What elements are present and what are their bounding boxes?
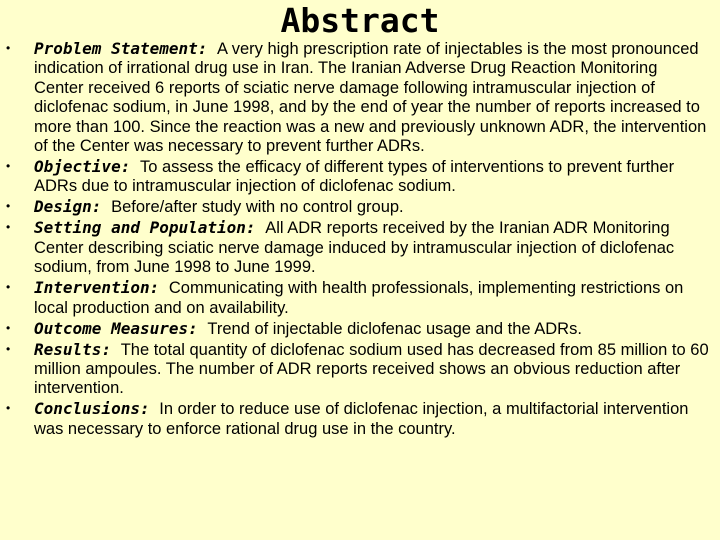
bullet-icon: • (6, 220, 11, 235)
bullet-icon: • (6, 159, 11, 174)
item-label: Setting and Population: (34, 218, 266, 238)
list-item-conclusions (0, 399, 720, 439)
item-text: Trend of injectable diclofenac usage and the ADRs. (207, 319, 582, 338)
list-item-problem-statement (0, 39, 720, 156)
item-label: Intervention: (34, 278, 169, 298)
bullet-icon: • (6, 41, 11, 55)
item-label: Outcome Measures: (34, 318, 208, 338)
abstract-list (0, 39, 720, 439)
item-text: In order to reduce use of diclofenac injection, a multifactorial intervention was necessary to enforce rational drug use in the country. (34, 400, 689, 438)
bullet-icon: • (6, 280, 11, 295)
bullet-icon: • (6, 341, 11, 356)
item-label: Design: (34, 197, 112, 217)
item-text: The total quantity of diclofenac sodium used has decreased from 85 million to 60 million ampoules. The number of ADR reports received shows an obvious reduction after intervention. (34, 340, 709, 398)
list-item-intervention (0, 278, 720, 318)
bullet-icon: • (6, 320, 11, 335)
list-item-objective (0, 157, 720, 197)
list-item-results (0, 340, 720, 399)
list-item-setting-and-population (0, 218, 720, 277)
item-label: Objective: (34, 157, 140, 177)
list-item-design (0, 197, 720, 217)
item-text: A very high prescription rate of injectables is the most pronounced indication of irrational drug use in Iran. The Iranian Adverse Drug Reaction Monitoring Center received 6 reports of sciatic nerve damage following intramuscular injection of diclofenac sodium, in June 1998, and by the end of year the number of reports increased to more than 100. Since the reaction was a new and previously unknown ADR, the intervention of the Center was necessary to prevent further ADRs. (34, 40, 707, 156)
bullet-icon: • (6, 401, 11, 416)
item-text: Before/after study with no control group. (111, 198, 404, 217)
slide-title: Abstract (280, 1, 440, 40)
item-label: Results: (34, 339, 121, 359)
item-text: All ADR reports received by the Iranian ADR Monitoring Center describing sciatic nerve damage induced by intramuscular injection of diclofenac sodium, from June 1998 to June 1999. (34, 219, 675, 277)
list-item-outcome-measures (0, 319, 720, 339)
item-text: To assess the efficacy of different types of interventions to prevent further ADRs due to intramuscular injection of diclofenac sodium. (34, 158, 675, 196)
item-label: Conclusions: (34, 399, 160, 419)
item-label: Problem Statement: (34, 39, 218, 58)
item-text: Communicating with health professionals, implementing restrictions on local production and on availability. (34, 279, 684, 317)
bullet-icon: • (6, 199, 11, 214)
